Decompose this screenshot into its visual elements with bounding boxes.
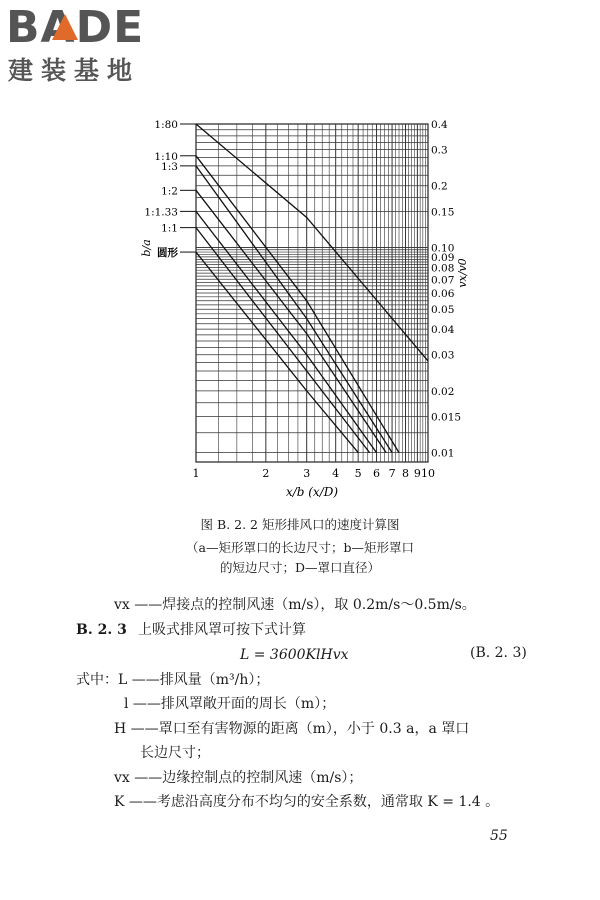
y-tick-label: 0.15 — [431, 206, 455, 219]
definition-vx: vx ——边缘控制点的控制风速（m/s）； — [114, 770, 363, 786]
section-number: B. 2. 3 — [76, 622, 127, 638]
y-tick-label: 0.06 — [431, 288, 455, 300]
where-L: 式中：L ——排风量（m³/h）； — [76, 672, 270, 688]
series-line — [196, 124, 428, 361]
series-label: 1:2 — [161, 185, 178, 198]
formula: L = 3600KlHvx — [240, 647, 349, 663]
x-axis-label: x/b (x/D) — [285, 485, 339, 499]
series-label: 1:3 — [161, 160, 178, 173]
series-line — [196, 190, 386, 452]
figure-caption-line2: （a—矩形罩口的长边尺寸；b—矩形罩口 — [186, 540, 414, 555]
y-tick-label: 0.01 — [431, 447, 455, 460]
formula-number: (B. 2. 3) — [470, 645, 527, 661]
y-tick-label: 0.09 — [431, 251, 455, 264]
y-tick-label: 0.3 — [431, 144, 448, 157]
definition-K: K ——考虑沿高度分布不均匀的安全系数，通常取 K = 1.4 。 — [114, 794, 500, 810]
x-tick-label: 4 — [332, 467, 340, 480]
x-tick-label: 5 — [354, 467, 362, 480]
series-label: 1:80 — [154, 119, 178, 131]
y-axis-label-right: vx/v0 — [456, 258, 469, 288]
logo-word: BADE — [6, 2, 145, 53]
series-label: 1:1.33 — [144, 206, 178, 219]
series-label: 1:10 — [154, 150, 178, 163]
y-tick-label: 0.03 — [431, 349, 455, 362]
y-tick-label: 0.2 — [431, 180, 448, 193]
series-label: 1:1 — [161, 222, 178, 235]
figure-caption-line3: 的短边尺寸；D—罩口直径） — [219, 560, 381, 575]
x-tick-label: 9 — [413, 467, 421, 480]
page-number: 55 — [490, 828, 508, 844]
series-label: 圆形 — [157, 247, 178, 260]
definition-H-cont: 长边尺寸； — [140, 745, 210, 761]
y-axis-label-left: b/a — [140, 239, 153, 257]
logo-subtitle: 建装基地 — [8, 56, 141, 85]
section-title: 上吸式排风罩可按下式计算 — [138, 622, 306, 638]
definition-H: H ——罩口至有害物源的距离（m），小于 0.3 a，a 罩口 — [114, 721, 470, 737]
x-tick-label: 1 — [192, 467, 200, 480]
x-tick-label: 8 — [402, 467, 410, 480]
x-tick-label: 6 — [373, 467, 381, 480]
y-tick-label: 0.4 — [431, 119, 448, 131]
x-tick-label: 3 — [303, 467, 311, 480]
figure-caption-title: 图 B. 2. 2 矩形排风口的速度计算图 — [200, 517, 400, 532]
y-tick-label: 0.10 — [431, 242, 455, 255]
y-tick-label: 0.04 — [431, 324, 455, 337]
y-tick-label: 0.015 — [431, 411, 462, 424]
y-tick-label: 0.05 — [431, 304, 455, 317]
y-tick-label: 0.08 — [431, 262, 455, 275]
series-line — [196, 156, 399, 453]
x-tick-label: 7 — [388, 467, 396, 480]
y-tick-label: 0.07 — [431, 274, 455, 287]
definition-l: l ——排风罩敞开面的周长（m）； — [124, 696, 336, 712]
y-tick-label: 0.02 — [431, 385, 455, 398]
x-tick-label: 2 — [262, 467, 270, 480]
vx-definition: vx ——焊接点的控制风速（m/s），取 0.2m/s～0.5m/s。 — [114, 597, 476, 613]
x-tick-label: 10 — [421, 467, 435, 480]
